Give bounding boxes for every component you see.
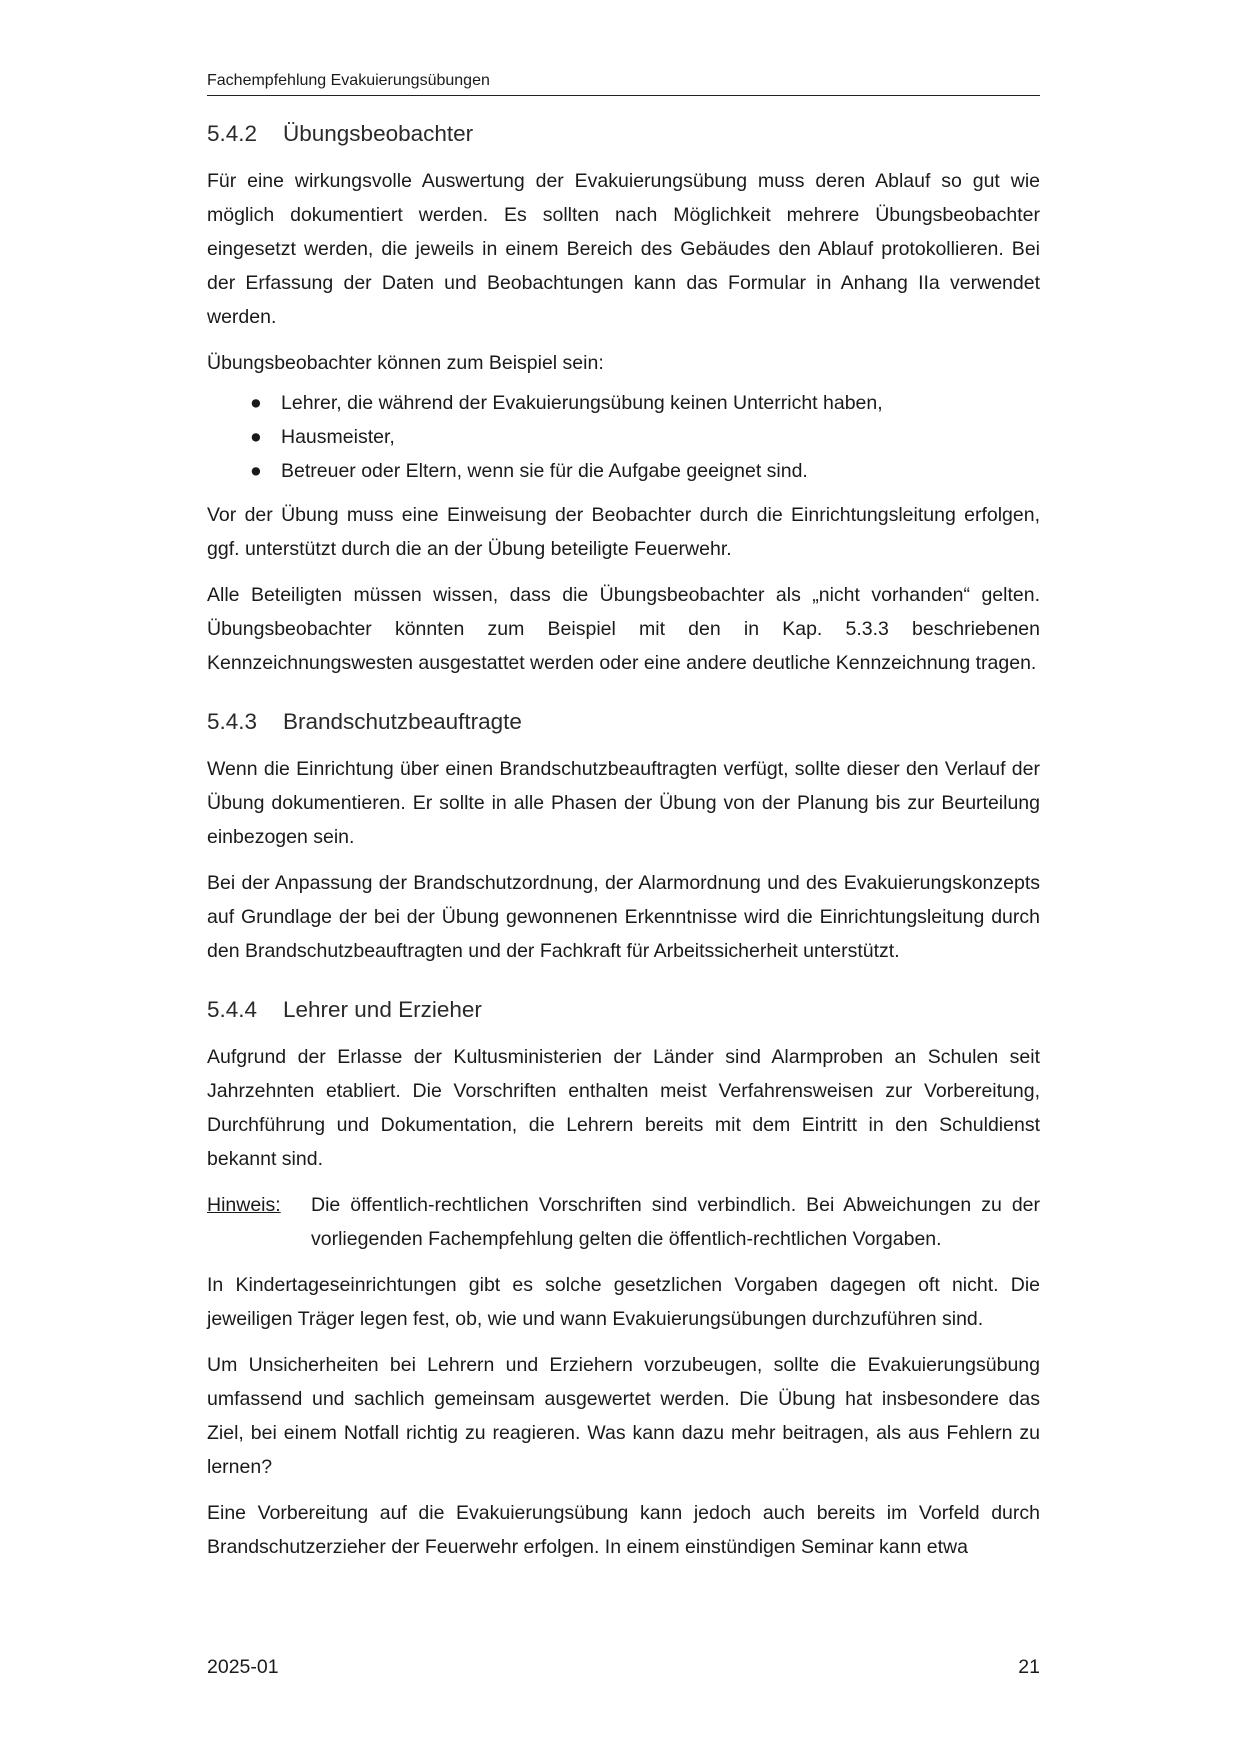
section-heading-5-4-2 [207,114,1040,154]
list-item [207,386,1040,420]
list-item-text: Hausmeister, [281,426,395,448]
paragraph: Aufgrund der Erlasse der Kultusministerien der Länder sind Alarmproben an Schulen seit Jahrzehnten etabliert. Die Vorschriften enthalten meist Verfahrensweisen zur Vorbereitung, Durchführung und Dokumentation, die Lehrern bereits mit dem Eintritt in den Schuldienst bekannt sind. [207,1046,1040,1170]
section-number: 5.4.3 [207,709,258,734]
paragraph: Bei der Anpassung der Brandschutzordnung, der Alarmordnung und des Evakuierungskonzepts auf Grundlage der bei der Übung gewonnenen Erkenntnisse wird die Einrichtungsleitung durch den Brandschutzbeauftragten und der Fachkraft für Arbeitssicherheit unterstützt. [207,872,1040,962]
running-header: Fachempfehlung Evakuierungsübungen [207,72,1040,96]
footer-date: 2025-01 [207,1656,279,1678]
section-number: 5.4.2 [207,121,258,146]
note-label: Hinweis: [207,1194,281,1216]
section-title: Brandschutzbeauftragte [283,709,522,734]
page-body [207,114,1040,1576]
section-number: 5.4.4 [207,997,258,1022]
paragraph: Vor der Übung muss eine Einweisung der Beobachter durch die Einrichtungsleitung erfolgen, ggf. unterstützt durch die an der Übung beteiligte Feuerwehr. [207,504,1040,560]
paragraph: Übungsbeobachter können zum Beispiel sein: [207,352,604,374]
note-block [207,1188,1040,1256]
section-heading-5-4-3 [207,702,1040,742]
paragraph: Alle Beteiligten müssen wissen, dass die Übungsbeobachter als „nicht vorhanden“ gelten. Übungsbeobachter könnten zum Beispiel mit den in Kap. 5.3.3 beschriebenen Kennzeichnungswesten ausgestattet werden oder eine andere deutliche Kennzeichnung tragen. [207,584,1040,674]
section-title: Lehrer und Erzieher [283,997,482,1022]
bullet-icon: ● [250,426,262,448]
paragraph: Für eine wirkungsvolle Auswertung der Evakuierungsübung muss deren Ablauf so gut wie möglich dokumentiert werden. Es sollten nach Möglichkeit mehrere Übungsbeobachter eingesetzt werden, die jeweils in einem Bereich des Gebäudes den Ablauf protokollieren. Bei der Erfassung der Daten und Beobachtungen kann das Formular in Anhang IIa verwendet werden. [207,170,1040,328]
bullet-icon: ● [250,392,262,414]
paragraph: Um Unsicherheiten bei Lehrern und Erziehern vorzubeugen, sollte die Evakuierungsübung umfassend und sachlich gemeinsam ausgewertet werden. Die Übung hat insbesondere das Ziel, bei einem Notfall richtig zu reagieren. Was kann dazu mehr beitragen, als aus Fehlern zu lernen? [207,1354,1040,1478]
list-item [207,454,1040,488]
paragraph: Wenn die Einrichtung über einen Brandschutzbeauftragten verfügt, sollte dieser den Verlauf der Übung dokumentieren. Er sollte in alle Phasen der Übung von der Planung bis zur Beurteilung einbezogen sein. [207,758,1040,848]
bullet-icon: ● [250,460,262,482]
page-number: 21 [1018,1656,1040,1678]
note-text: Die öffentlich-rechtlichen Vorschriften sind verbindlich. Bei Abweichungen zu der vorliegenden Fachempfehlung gelten die öffentlich-rechtlichen Vorgaben. [311,1194,1040,1250]
list-item [207,420,1040,454]
section-title: Übungsbeobachter [283,121,474,146]
list-item-text: Betreuer oder Eltern, wenn sie für die Aufgabe geeignet sind. [281,460,808,482]
list-item-text: Lehrer, die während der Evakuierungsübung keinen Unterricht haben, [281,392,883,414]
bullet-list [207,386,1040,488]
paragraph: In Kindertageseinrichtungen gibt es solche gesetzlichen Vorgaben dagegen oft nicht. Die jeweiligen Träger legen fest, ob, wie und wann Evakuierungsübungen durchzuführen sind. [207,1274,1040,1330]
paragraph: Eine Vorbereitung auf die Evakuierungsübung kann jedoch auch bereits im Vorfeld durch Brandschutzerzieher der Feuerwehr erfolgen. In einem einstündigen Seminar kann etwa [207,1502,1040,1558]
section-heading-5-4-4 [207,990,1040,1030]
